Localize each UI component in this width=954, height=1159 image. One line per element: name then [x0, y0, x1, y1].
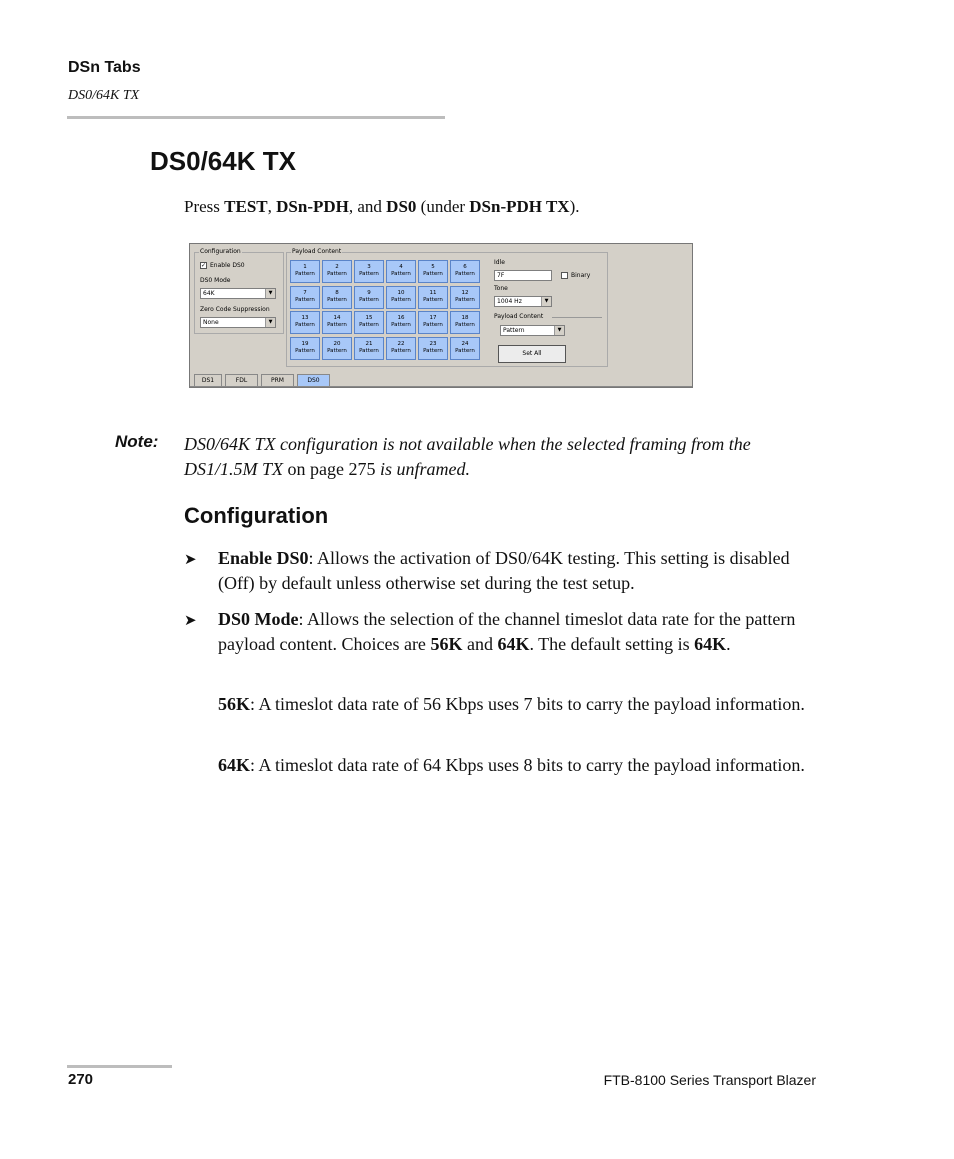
timeslot-cell[interactable]	[322, 260, 352, 283]
timeslot-content: Pattern	[391, 271, 411, 277]
timeslot-number: 8	[335, 289, 339, 296]
tab-fdl[interactable]: FDL	[225, 374, 258, 386]
chevron-down-icon: ▼	[265, 289, 275, 298]
timeslot-content: Pattern	[391, 296, 411, 303]
item-text: and	[462, 633, 498, 654]
intro-bold: TEST	[224, 197, 268, 216]
timeslot-cell[interactable]	[386, 286, 416, 309]
tone-select[interactable]	[494, 296, 552, 307]
timeslot-number: 18	[461, 315, 469, 321]
configuration-group-title: Configuration	[200, 248, 241, 255]
tone-value: 1004 Hz	[497, 298, 522, 305]
note-text	[184, 432, 824, 482]
running-header-subsection: DS0/64K TX	[68, 88, 140, 103]
timeslot-number: 2	[335, 264, 339, 270]
intro-text: Press	[184, 197, 225, 216]
footer-rule	[67, 1065, 172, 1068]
timeslot-content: Pattern	[455, 322, 475, 328]
timeslot-cell[interactable]	[386, 337, 416, 360]
timeslot-content: Pattern	[359, 271, 379, 277]
ds0-mode-select[interactable]	[200, 288, 276, 299]
timeslot-cell[interactable]	[290, 311, 320, 334]
timeslot-cell[interactable]	[290, 286, 320, 309]
ds0-tx-screenshot	[189, 243, 693, 388]
item-text: . The default setting is	[529, 633, 695, 654]
timeslot-content: Pattern	[423, 271, 443, 277]
timeslot-number: 14	[333, 315, 341, 321]
header-rule	[67, 116, 445, 119]
intro-bold: DSn-PDH	[276, 197, 349, 216]
configuration-heading: Configuration	[184, 503, 329, 528]
timeslot-content: Pattern	[391, 322, 411, 328]
timeslot-cell[interactable]	[418, 260, 448, 283]
timeslot-number: 17	[429, 315, 437, 321]
timeslot-content: Pattern	[327, 296, 347, 303]
tone-label: Tone	[494, 285, 508, 292]
intro-text: , and	[348, 197, 387, 216]
payload-content-divider	[552, 317, 602, 318]
timeslot-content: Pattern	[359, 296, 379, 303]
timeslot-number: 23	[429, 340, 437, 347]
timeslot-content: Pattern	[455, 296, 475, 303]
timeslot-content: Pattern	[455, 271, 475, 277]
timeslot-cell[interactable]	[386, 311, 416, 334]
enable-ds0-item	[218, 546, 818, 595]
timeslot-content: Pattern	[295, 322, 315, 328]
page-number: 270	[68, 1071, 94, 1088]
timeslot-number: 24	[461, 340, 469, 347]
tab-strip-baseline	[190, 386, 692, 387]
timeslot-number: 6	[463, 264, 467, 270]
enable-ds0-checkbox[interactable]: ✓	[201, 262, 207, 269]
timeslot-cell[interactable]	[354, 311, 384, 334]
timeslot-number: 3	[367, 264, 371, 270]
bullet-arrow-icon: ➤	[184, 611, 197, 629]
timeslot-content: Pattern	[327, 271, 347, 277]
timeslot-number: 7	[303, 289, 307, 296]
56k-description	[218, 692, 818, 717]
item-text: : A timeslot data rate of 64 Kbps uses 8 bits to carry the payload information.	[250, 755, 805, 775]
page-title: DS0/64K TX	[150, 146, 296, 176]
bullet-arrow-icon: ➤	[184, 550, 197, 568]
timeslot-number: 19	[301, 340, 309, 347]
chevron-down-icon: ▼	[541, 297, 551, 306]
ds0-mode-label: DS0 Mode	[200, 277, 231, 284]
tab-ds1[interactable]: DS1	[194, 374, 222, 386]
item-text: : A timeslot data rate of 56 Kbps uses 7 bits to carry the payload information.	[250, 694, 805, 714]
note-text-part: DS0/64K TX configuration is not available when the selected framing from the DS1/1.5M TX	[184, 434, 751, 479]
note-label: Note:	[115, 432, 159, 451]
timeslot-cell[interactable]	[322, 311, 352, 334]
note-text-part: is unframed.	[379, 459, 470, 479]
timeslot-cell[interactable]	[322, 286, 352, 309]
timeslot-content: Pattern	[359, 347, 379, 354]
timeslot-number: 22	[397, 340, 405, 347]
timeslot-content: Pattern	[327, 322, 347, 328]
ds0-mode-value: 64K	[203, 290, 215, 297]
item-term: Enable DS0	[218, 548, 309, 568]
timeslot-grid	[290, 260, 484, 361]
timeslot-number: 5	[431, 264, 435, 270]
intro-text: (under	[416, 197, 470, 216]
zero-code-suppression-label: Zero Code Suppression	[200, 306, 270, 313]
payload-content-group-title: Payload Content	[292, 248, 342, 255]
zcs-value: None	[203, 319, 219, 326]
item-text: : Allows the activation of DS0/64K testing. This setting is disabled (Off) by default unless otherwise set during the test setup.	[218, 548, 790, 593]
chevron-down-icon: ▼	[265, 318, 275, 327]
timeslot-number: 20	[333, 340, 341, 347]
timeslot-content: Pattern	[295, 347, 315, 354]
item-term: 64K	[218, 755, 251, 775]
timeslot-content: Pattern	[423, 347, 443, 354]
tab-ds0[interactable]: DS0	[297, 374, 330, 386]
timeslot-number: 12	[461, 289, 469, 296]
timeslot-cell[interactable]	[322, 337, 352, 360]
intro-text: ,	[267, 197, 277, 216]
set-all-button[interactable]: Set All	[498, 345, 566, 363]
timeslot-cell[interactable]	[354, 260, 384, 283]
payload-content-select[interactable]	[500, 325, 565, 336]
chevron-down-icon: ▼	[554, 326, 564, 335]
zero-code-suppression-select[interactable]	[200, 317, 276, 328]
timeslot-content: Pattern	[295, 271, 315, 277]
idle-label: Idle	[494, 259, 505, 266]
timeslot-cell[interactable]	[450, 337, 480, 360]
timeslot-number: 13	[301, 315, 309, 321]
product-name: FTB-8100 Series Transport Blazer	[603, 1072, 816, 1088]
timeslot-content: Pattern	[423, 322, 443, 328]
item-bold: 64K	[694, 633, 727, 654]
timeslot-cell[interactable]	[354, 286, 384, 309]
timeslot-number: 11	[429, 289, 437, 296]
item-bold: 56K	[430, 633, 463, 654]
timeslot-number: 1	[303, 264, 307, 270]
timeslot-cell[interactable]	[386, 260, 416, 283]
timeslot-number: 16	[397, 315, 405, 321]
item-text: .	[726, 633, 731, 654]
binary-label: Binary	[571, 272, 591, 279]
timeslot-cell[interactable]	[290, 260, 320, 283]
timeslot-content: Pattern	[423, 296, 443, 303]
timeslot-content: Pattern	[391, 347, 411, 354]
binary-checkbox[interactable]	[561, 272, 568, 279]
intro-bold: DS0	[386, 197, 417, 216]
timeslot-number: 10	[397, 289, 405, 296]
intro-text: ).	[569, 197, 580, 216]
timeslot-cell[interactable]	[290, 337, 320, 360]
64k-description	[218, 753, 818, 778]
ds0-mode-item	[218, 607, 818, 656]
enable-ds0-label: Enable DS0	[210, 262, 245, 269]
timeslot-cell[interactable]	[418, 337, 448, 360]
timeslot-cell[interactable]	[354, 337, 384, 360]
timeslot-number: 21	[365, 340, 373, 347]
timeslot-content: Pattern	[327, 347, 347, 354]
item-term: DS0 Mode	[218, 609, 299, 629]
timeslot-content: Pattern	[359, 322, 379, 328]
timeslot-number: 15	[365, 315, 373, 321]
payload-content-value: Pattern	[503, 327, 525, 334]
payload-content-label: Payload Content	[494, 313, 544, 320]
timeslot-content: Pattern	[295, 296, 315, 303]
intro-paragraph	[184, 197, 580, 217]
running-header-section: DSn Tabs	[68, 59, 141, 76]
item-text: : Allows the selection of the channel timeslot data rate for the pattern payload content. Choices are	[218, 609, 796, 654]
timeslot-cell[interactable]	[450, 311, 480, 334]
timeslot-number: 9	[367, 289, 371, 296]
timeslot-cell[interactable]	[450, 260, 480, 283]
item-bold: 64K	[497, 633, 530, 654]
timeslot-content: Pattern	[455, 347, 475, 354]
intro-bold: DSn-PDH TX	[469, 197, 570, 216]
timeslot-cell[interactable]	[450, 286, 480, 309]
idle-input[interactable]: 7F	[494, 270, 552, 281]
item-term: 56K	[218, 694, 251, 714]
note-page-ref: on page 275	[283, 459, 380, 479]
tab-prm[interactable]: PRM	[261, 374, 294, 386]
timeslot-cell[interactable]	[418, 286, 448, 309]
timeslot-number: 4	[399, 264, 403, 270]
timeslot-cell[interactable]	[418, 311, 448, 334]
